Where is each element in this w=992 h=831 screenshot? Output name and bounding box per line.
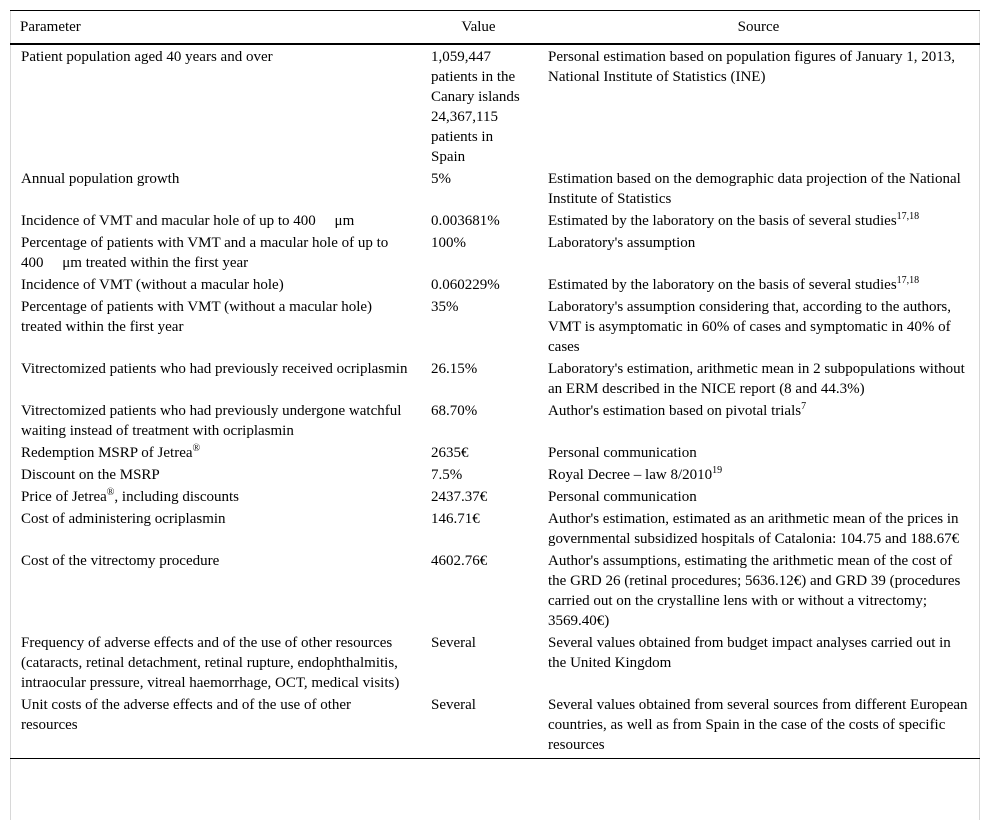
table-row [10,44,980,168]
cell-parameter: Vitrectomized patients who had previously received ocriplasmin [21,361,408,377]
cell-value: 68.70% [431,403,478,419]
table-row [10,486,980,508]
reference-superscript: 19 [712,465,723,476]
table-row [10,632,980,694]
parameter-text: Redemption MSRP of Jetrea [21,445,193,461]
table-row [10,296,980,358]
cell-source: Estimation based on the demographic data projection of the National Institute of Statistics [548,171,961,207]
cell-source [537,464,980,486]
cell-parameter: Vitrectomized patients who had previously undergone watchful waiting instead of treatment with ocriplasmin [21,403,402,439]
cell-parameter: Unit costs of the adverse effects and of the use of other resources [10,694,420,759]
cell-source [537,210,980,232]
source-text: Estimated by the laboratory on the basis of several studies [548,213,897,229]
cell-value: 2635€ [431,445,469,461]
cell-source: Laboratory's assumption [548,235,696,251]
table-row [10,168,980,210]
cell-source: Laboratory's estimation, arithmetic mean in 2 subpopulations without an ERM described in the NICE report (8 and 44.3%) [548,361,965,397]
table-row [10,358,980,400]
cell-parameter: Frequency of adverse effects and of the use of other resources (cataracts, retinal detachment, retinal rupture, endophthalmitis, intraocular pressure, vitreal haemorrhage, OCT, medical visits) [21,635,400,691]
cell-source: Personal estimation based on population figures of January 1, 2013, National Institute of Statistics (INE) [548,49,956,85]
cell-value: 35% [431,299,459,315]
header-source: Source [537,11,980,45]
header-parameter: Parameter [10,11,420,45]
cell-source: Author's estimation, estimated as an arithmetic mean of the prices in governmental subsidized hospitals of Catalonia: 104.75 and 188.67€ [548,511,960,547]
cell-parameter: Cost of the vitrectomy procedure [21,553,220,569]
cell-value: 1,059,447 patients in the Canary islands 24,367,115 patients in Spain [431,49,520,165]
cell-parameter: Annual population growth [21,171,180,187]
registered-mark: ® [192,443,201,454]
source-text: Estimated by the laboratory on the basis of several studies [548,277,897,293]
table-header-row [10,11,980,45]
cell-source: Several values obtained from several sources from different European countries, as well as from Spain in the case of the costs of specific resources [537,694,980,759]
cell-value: 26.15% [431,361,478,377]
cell-value: Several [431,635,476,651]
cell-source: Laboratory's assumption considering that, according to the authors, VMT is asymptomatic in 60% of cases and symptomatic in 40% of cases [548,299,952,355]
cell-value: 5% [431,171,451,187]
table-row [10,442,980,464]
table-row [10,694,980,759]
cell-value: 100% [431,235,466,251]
cell-value: 146.71€ [431,511,480,527]
cell-source: Several values obtained from budget impact analyses carried out in the United Kingdom [548,635,951,671]
cell-parameter: Discount on the MSRP [21,467,160,483]
cell-source [537,400,980,442]
parameter-text: Price of Jetrea [21,489,107,505]
cell-value: 2437.37€ [431,489,488,505]
cell-value: 0.060229% [431,277,500,293]
cell-parameter: Incidence of VMT and macular hole of up to 400 μm [21,213,355,229]
header-value: Value [420,11,537,45]
cell-value: 4602.76€ [431,553,488,569]
table-row [10,232,980,274]
reference-superscript: 17,18 [896,275,920,286]
table-row [10,464,980,486]
table-row [10,508,980,550]
cell-value: 7.5% [431,467,463,483]
cell-parameter [10,486,420,508]
registered-mark: ® [106,487,115,498]
parameters-table [10,10,980,759]
table-row [10,210,980,232]
cell-value: Several [420,694,537,759]
parameter-text-suffix: , including discounts [114,489,239,505]
source-text: Author's estimation based on pivotal trials [548,403,802,419]
cell-source: Author's assumptions, estimating the arithmetic mean of the cost of the GRD 26 (retinal procedures; 5636.12€) and GRD 39 (procedures carried out on the crystalline lens with or without a vitrectomy; 3569.40€) [548,553,961,629]
cell-source: Personal communication [548,445,697,461]
cell-parameter: Cost of administering ocriplasmin [21,511,226,527]
cell-parameter: Patient population aged 40 years and over [21,49,273,65]
reference-superscript: 7 [801,401,807,412]
cell-parameter [10,442,420,464]
table-row [10,400,980,442]
cell-parameter: Incidence of VMT (without a macular hole) [21,277,284,293]
reference-superscript: 17,18 [896,211,920,222]
cell-value: 0.003681% [431,213,500,229]
table-row [10,550,980,632]
source-text: Royal Decree – law 8/2010 [548,467,713,483]
cell-parameter: Percentage of patients with VMT and a macular hole of up to 400 μm treated within the first year [21,235,393,271]
cell-source [537,274,980,296]
cell-source: Personal communication [548,489,697,505]
table-row [10,274,980,296]
cell-parameter: Percentage of patients with VMT (without a macular hole) treated within the first year [21,299,373,335]
